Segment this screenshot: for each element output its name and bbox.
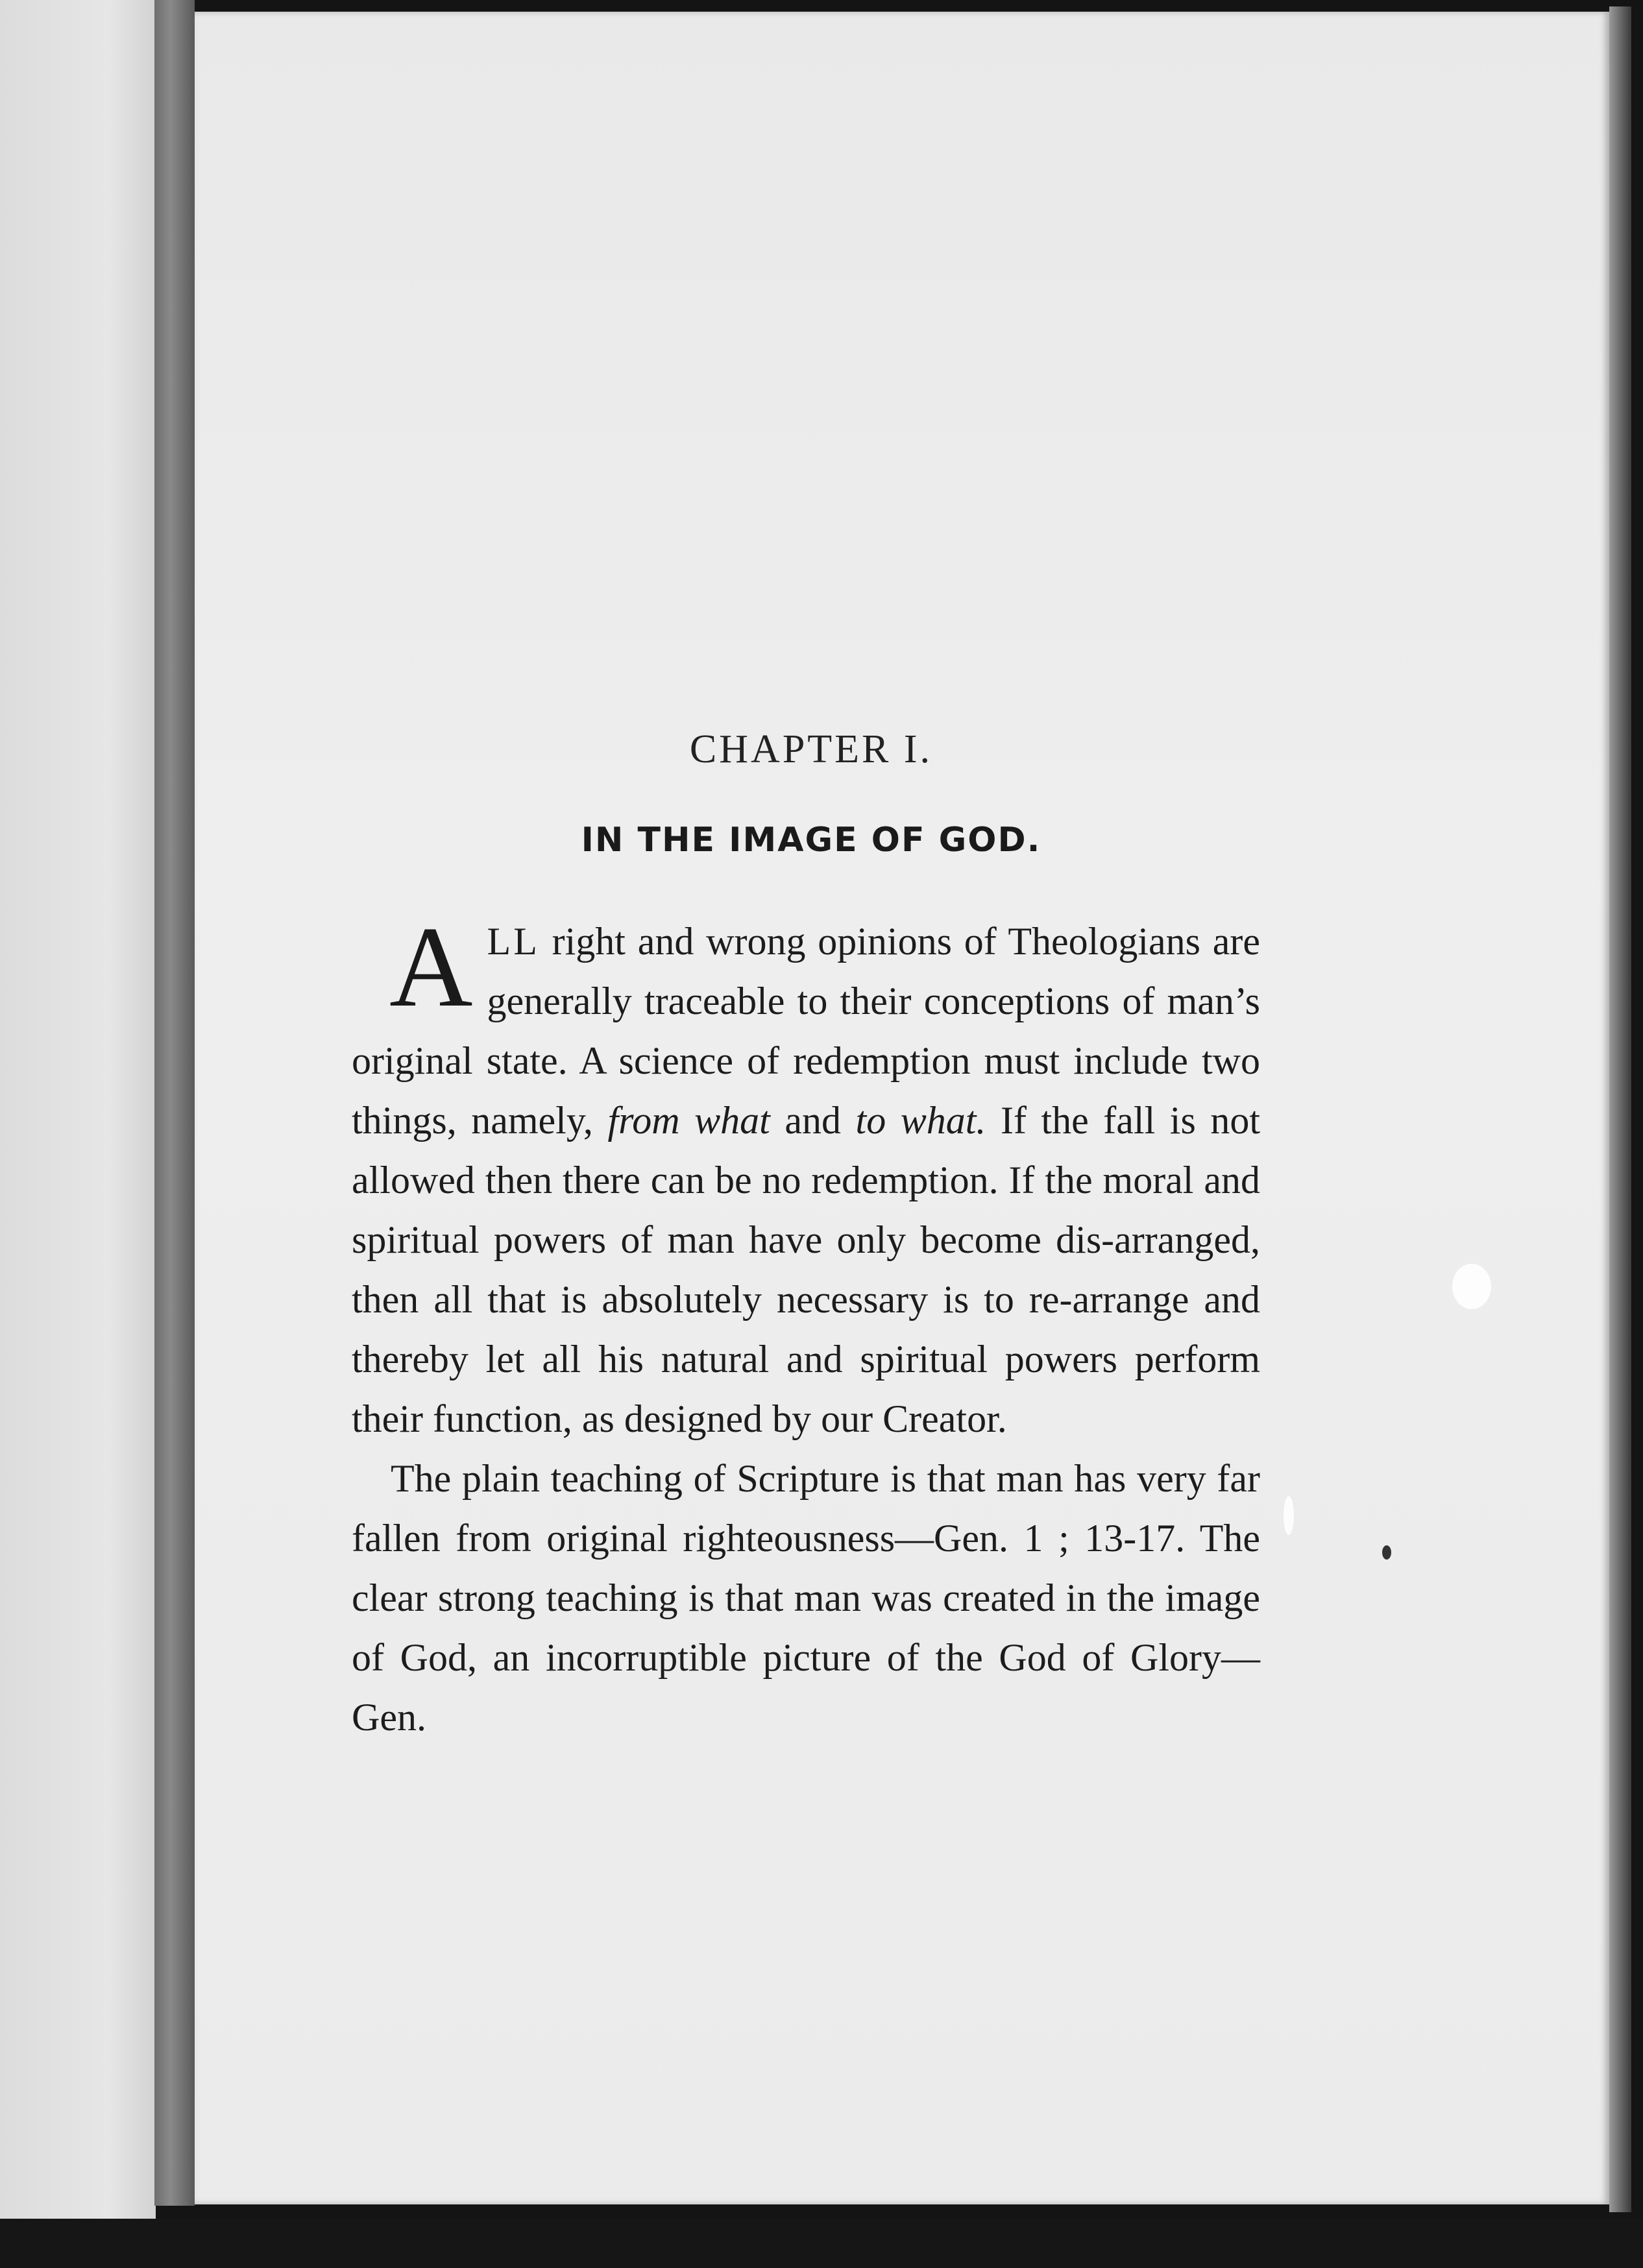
paragraph-1-text-c: If the fall is not allowed then there can be no redemption. If the moral and spiritual powers of man have only become dis-arranged, then all that is absolutely necessary is to re-arrange and thereby let all his natural and spiritual powers perform their function, as designed by our Creator. xyxy=(352,1099,1261,1440)
scan-speck xyxy=(1452,1264,1491,1309)
drop-cap: A xyxy=(389,902,473,1031)
chapter-title: CHAPTER I. xyxy=(689,727,933,771)
paragraph-1 xyxy=(352,902,1261,1449)
previous-page-edge xyxy=(0,0,156,2219)
book-gutter xyxy=(154,0,195,2206)
italic-phrase-from-what: from what xyxy=(607,1099,770,1142)
paragraph-1-text-b: and xyxy=(770,1099,856,1142)
body-text xyxy=(352,902,1261,1747)
small-caps-lead: LL xyxy=(487,920,540,963)
chapter-subtitle: IN THE IMAGE OF GOD. xyxy=(581,821,1041,860)
page-fore-edge xyxy=(1609,6,1631,2212)
scanner-background xyxy=(0,2219,1643,2268)
paragraph-2: The plain teaching of Scripture is that man has very far fallen from original righteousness—Gen. 1 ; 13-17. The clear strong teaching is that man was created in the image of God, an incorruptible picture of the God of Glory—Gen. xyxy=(352,1457,1260,1739)
scan-speck xyxy=(1284,1496,1294,1535)
ink-dot xyxy=(1382,1545,1391,1560)
italic-phrase-to-what: to what. xyxy=(855,1099,986,1142)
paragraph-1-text-a: right and wrong opinions of Theologians are generally traceable to their conceptions of man’s original state. A science of redemption must include two things, namely, xyxy=(352,920,1260,1142)
